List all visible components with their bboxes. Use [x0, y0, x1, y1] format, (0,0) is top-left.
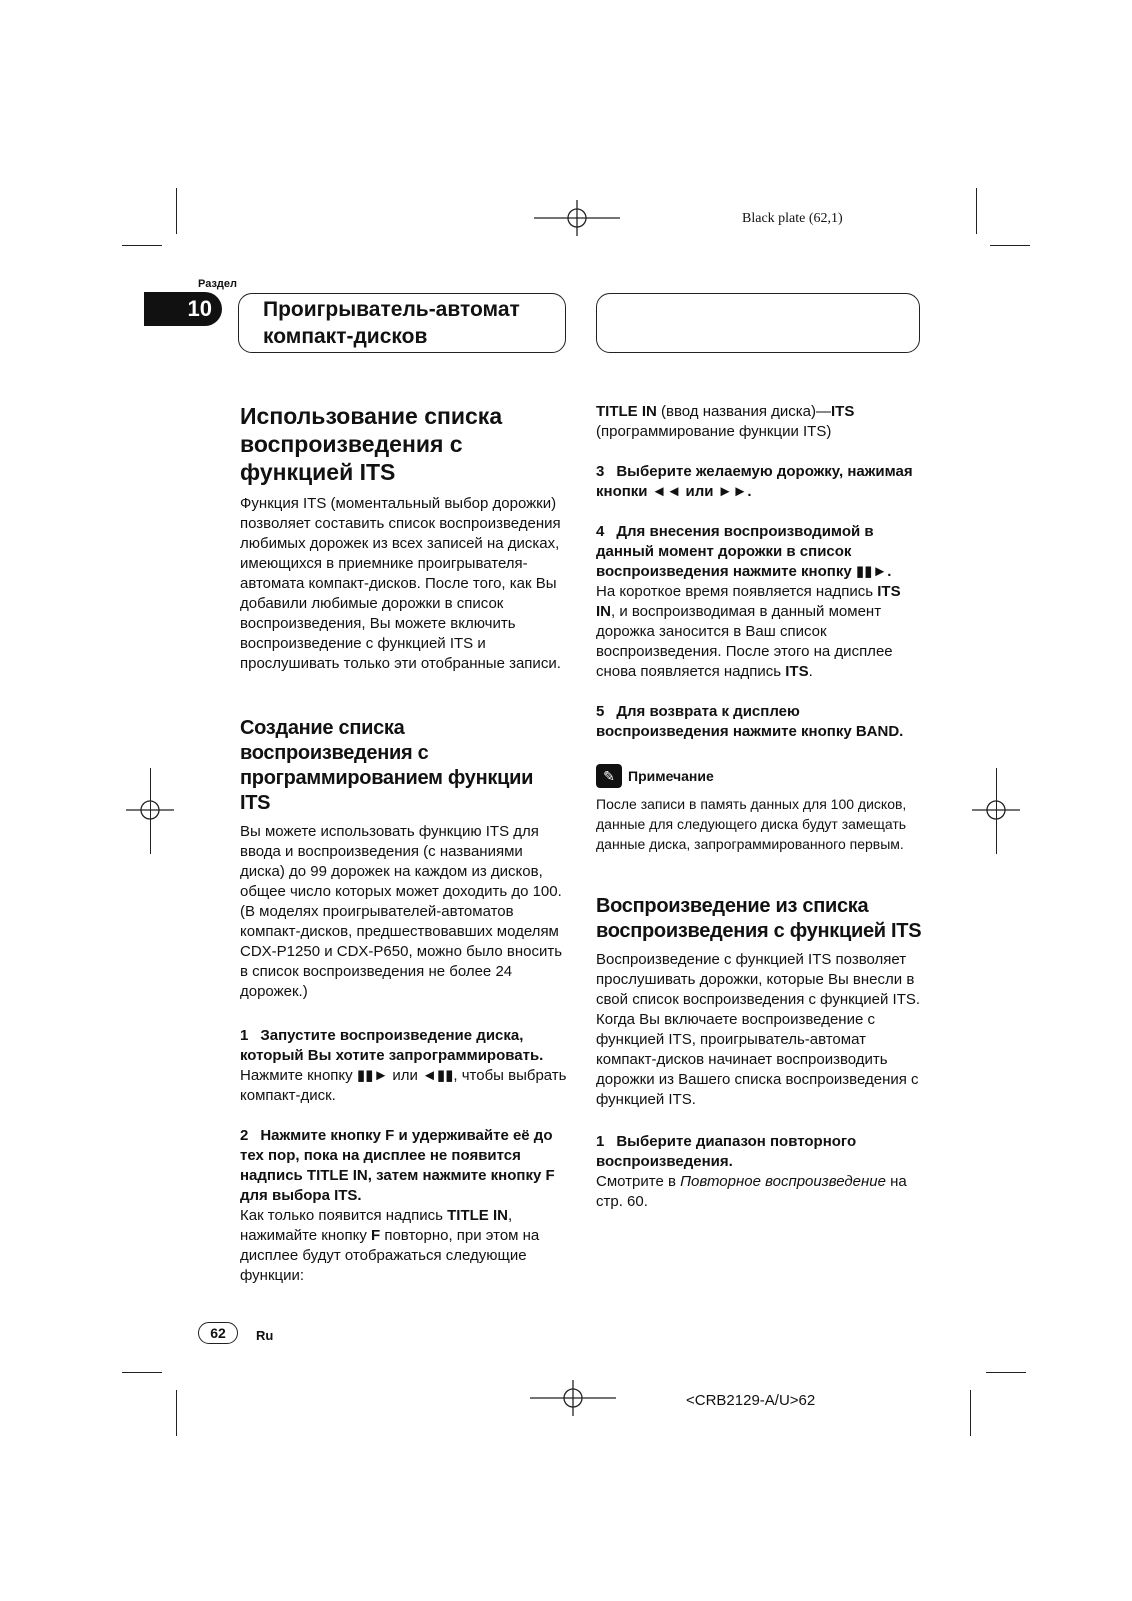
crop-mark: [176, 188, 177, 234]
text-run: ITS: [785, 663, 809, 680]
plate-label: Black plate (62,1): [742, 211, 843, 226]
step-text: Нажмите кнопку F и удерживайте её до тех пор, пока на дисплее не появится надпись TITLE IN, затем нажмите кнопку F для выбора ITS.: [240, 1127, 555, 1204]
step-number: 1: [240, 1027, 249, 1044]
intro-paragraph: Функция ITS (моментальный выбор дорожки) позволяет составить список воспроизведения любимых дорожек из всех записей на дисках, имеющихся в приемнике проигрывателя-автомата компакт-дисков. После того, как Вы добавили любимые дорожки в список воспроизведения, Вы можете включить воспроизведение с функцией ITS и прослушивать только эти отобранные записи.: [240, 495, 561, 672]
subsection-heading: Воспроизведение из списка воспроизведения с функцией ITS: [596, 895, 922, 942]
step-title: [596, 1132, 922, 1172]
body-paragraph: Вы можете использовать функцию ITS для ввода и воспроизведения (с названиями диска) до 99 дорожек на каждом из дисков, общее число которых может доходить до 100. (В моделях проигрывателей-автоматов компакт-дисков, предшествовавших моделям CDX-P1250 и CDX-P650, можно было вносить в список воспроизведения не более 24 дорожек.): [240, 823, 563, 1000]
registration-mark-icon: [126, 790, 174, 830]
text-run: ITS IN: [596, 583, 901, 620]
left-column: [240, 402, 568, 1286]
note-title: Примечание: [628, 768, 714, 784]
crop-mark: [976, 188, 977, 234]
crop-mark: [986, 1372, 1026, 1373]
language-code: Ru: [256, 1328, 274, 1343]
note-block: [596, 764, 922, 854]
text-run: (программирование функции ITS): [596, 423, 832, 440]
section-number: 10: [144, 292, 222, 326]
function-list: [596, 402, 922, 442]
text-run: ITS: [830, 403, 855, 420]
section-heading: Использование списка воспроизведения с функцией ITS: [240, 403, 503, 485]
chapter-title-line: Проигрыватель-автомат: [263, 298, 520, 321]
step-text: Для возврата к дисплею воспроизведения нажмите кнопку BAND.: [596, 703, 904, 740]
text-run: F: [371, 1227, 381, 1244]
step-number: 3: [596, 463, 605, 480]
step-number: 5: [596, 703, 605, 720]
text-run: Смотрите в: [596, 1173, 681, 1190]
step-text: Запустите воспроизведение диска, который Вы хотите запрограммировать.: [240, 1027, 544, 1064]
subsection-heading: Создание списка воспроизведения с программированием функции ITS: [240, 717, 534, 814]
step-title: [240, 1126, 568, 1206]
text-run: .: [808, 663, 813, 680]
step-title: [596, 702, 922, 742]
crop-mark: [176, 1390, 177, 1436]
crop-mark: [970, 1390, 971, 1436]
right-column: [596, 402, 922, 1212]
note-text: После записи в память данных для 100 дисков, данные для следующего диска будут замещать данные диска, запрограммированного первым.: [596, 796, 907, 852]
cross-reference: Повторное воспроизведение: [680, 1173, 886, 1190]
step-title: [240, 1026, 568, 1066]
text-run: TITLE IN: [596, 403, 657, 420]
step-title: [596, 462, 922, 502]
step-body: Нажмите кнопку ▮▮► или ◄▮▮, чтобы выбрать компакт-диск.: [240, 1067, 567, 1104]
registration-mark-icon: [972, 790, 1020, 830]
step-number: 1: [596, 1133, 605, 1150]
text-run: повторно, при этом на дисплее будут отображаться следующие функции:: [240, 1227, 540, 1284]
registration-mark-icon: [528, 1378, 618, 1418]
step-body: [596, 1172, 922, 1212]
text-run: , нажимайте кнопку: [240, 1207, 513, 1244]
crop-mark: [122, 245, 162, 246]
step-text: Выберите желаемую дорожку, нажимая кнопки ◄◄ или ►►.: [596, 463, 913, 500]
step-text: Для внесения воспроизводимой в данный момент дорожки в список воспроизведения нажмите кнопку ▮▮►.: [596, 523, 892, 580]
chapter-title-line: компакт-дисков: [263, 325, 428, 348]
page-number: 62: [198, 1322, 238, 1344]
step-title: [596, 522, 922, 582]
text-run: Как только появится надпись: [240, 1207, 448, 1224]
text-run: на стр. 60.: [596, 1173, 907, 1210]
note-pencil-icon: ✎: [596, 764, 622, 788]
empty-title-box: [596, 293, 920, 353]
step-number: 4: [596, 523, 605, 540]
step-body: [596, 582, 922, 682]
step-number: 2: [240, 1127, 249, 1144]
text-run: , и воспроизводимая в данный момент дорожка заносится в Ваш список воспроизведения. После этого на дисплее снова появляется надпись: [596, 603, 893, 680]
step-text: Выберите диапазон повторного воспроизведения.: [596, 1133, 857, 1170]
note-header: [596, 764, 922, 788]
text-run: (ввод названия диска)—: [656, 403, 831, 420]
document-code: <CRB2129-A/U>62: [686, 1392, 816, 1409]
body-paragraph: Воспроизведение с функцией ITS позволяет прослушивать дорожки, которые Вы внесли в свой список воспроизведения с функцией ITS. Когда Вы включаете воспроизведение с функцией ITS, проигрыватель-автомат компакт-дисков начинает воспроизводить дорожки из Вашего списка воспроизведения с функцией ITS.: [596, 951, 921, 1108]
registration-mark-icon: [532, 198, 622, 238]
text-run: TITLE IN: [447, 1207, 508, 1224]
crop-mark: [990, 245, 1030, 246]
text-run: На короткое время появляется надпись: [596, 583, 878, 600]
chapter-title: [238, 293, 566, 353]
section-label: Раздел: [198, 278, 237, 290]
step-body: [240, 1206, 568, 1286]
crop-mark: [122, 1372, 162, 1373]
